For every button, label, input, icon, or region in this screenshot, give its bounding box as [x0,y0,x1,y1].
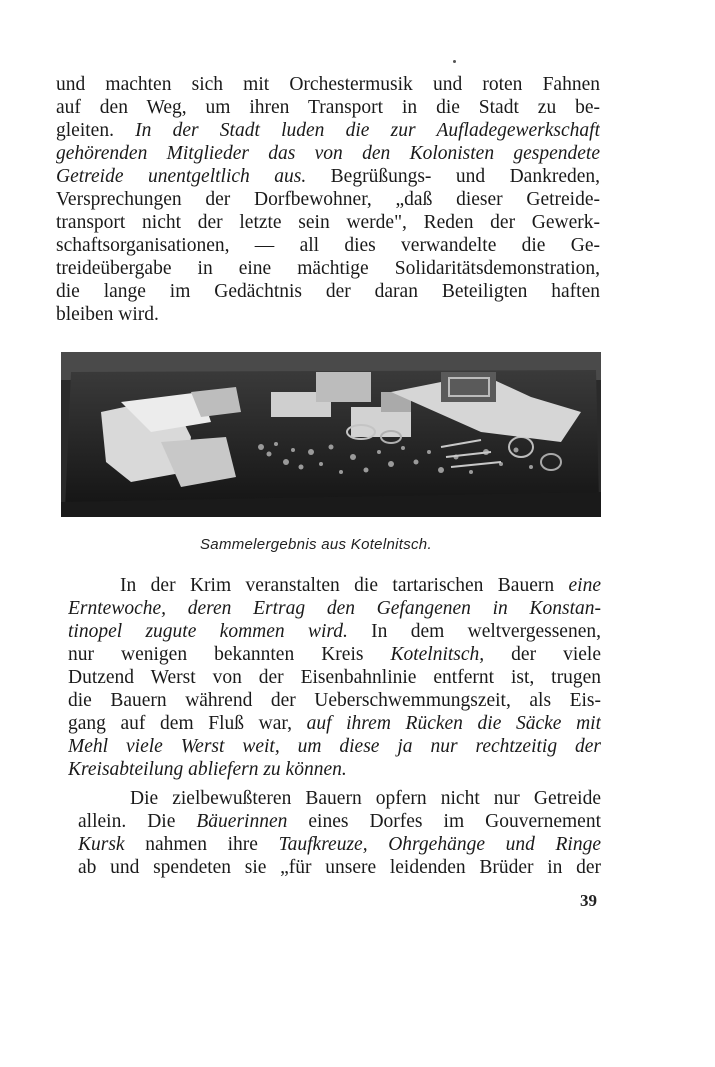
text-line [78,810,601,833]
emphasized-text: tinopel zugute kommen wird. [68,621,348,642]
emphasized-text: gehörenden Mitglieder das von den Kolonisten gespendete [56,143,600,164]
text-segment: und machten sich mit Orchestermusik und roten Fahnen [56,74,600,95]
text-segment: der viele [484,644,601,665]
text-line [56,211,600,234]
emphasized-text: eine [568,575,601,596]
emphasized-text: Kreisabteilung abliefern zu können. [68,759,347,780]
text-line [56,188,600,211]
paragraph-orchestra [56,73,600,326]
text-segment: gleiten. [56,120,136,141]
text-line [68,758,601,781]
text-segment: In der Krim veranstalten die tartarischen Bauern [120,575,569,596]
emphasized-text: auf ihrem Rücken die Säcke mit [306,713,601,734]
text-line [68,574,601,597]
text-line [68,643,601,666]
text-segment: Die zielbewußteren Bauern opfern nicht nur Getreide [130,788,601,809]
text-segment: ab und spendeten sie „für unsere leidenden Brüder in der [78,857,601,878]
text-segment: gang auf dem Fluß war, [68,713,307,734]
text-line [68,597,601,620]
photo-caption: Sammelergebnis aus Kotelnitsch. [200,536,432,553]
emphasized-text: Taufkreuze, Ohrgehänge und Ringe [278,834,601,855]
text-line [68,735,601,758]
text-line [68,689,601,712]
emphasized-text: Kursk [78,834,125,855]
text-segment: schaftsorganisationen, — all dies verwandelte die Ge- [56,235,600,256]
page-number: 39 [580,891,597,910]
text-line [56,303,600,326]
text-segment: In dem weltvergessenen, [347,621,601,642]
text-line [78,787,601,810]
text-line [68,620,601,643]
text-segment: Versprechungen der Dorfbewohner, „daß dieser Getreide- [56,189,600,210]
text-line [56,234,600,257]
text-segment: treideübergabe in eine mächtige Solidaritätsdemonstration, [56,258,600,279]
text-line [56,96,600,119]
text-line [56,73,600,96]
text-segment: Begrüßungs- und Dankreden, [306,166,600,187]
print-speck [453,60,456,63]
text-segment: eines Dorfes im Gouvernement [287,811,601,832]
text-segment: die Bauern während der Ueberschwemmungszeit, als Eis- [68,690,601,711]
text-line [68,712,601,735]
text-segment: die lange im Gedächtnis der daran Beteiligten haften [56,281,600,302]
text-line [56,142,600,165]
paragraph-crimea [68,574,601,781]
text-line [56,119,600,142]
text-line [78,856,601,879]
emphasized-text: Erntewoche, deren Ertrag den Gefangenen in Konstan- [68,598,601,619]
text-segment: Dutzend Werst von der Eisenbahnlinie entfernt ist, trugen [68,667,601,688]
photo-collection-result [61,352,601,517]
text-segment: bleiben wird. [56,304,159,325]
photo-image [61,352,601,517]
text-segment: allein. Die [78,811,197,832]
emphasized-text: In der Stadt luden die zur Aufladegewerkschaft [135,120,600,141]
text-segment: nahmen ihre [124,834,279,855]
text-line [56,257,600,280]
text-line [68,666,601,689]
text-segment: transport nicht der letzte sein werde", Reden der Gewerk- [56,212,600,233]
paragraph-kursk [78,787,601,879]
text-segment: auf den Weg, um ihren Transport in die Stadt zu be- [56,97,600,118]
text-line [56,280,600,303]
emphasized-text: Bäuerinnen [196,811,288,832]
emphasized-text: Getreide unentgeltlich aus. [56,166,307,187]
emphasized-text: Kotelnitsch, [390,644,485,665]
text-segment: nur wenigen bekannten Kreis [68,644,391,665]
emphasized-text: Mehl viele Werst weit, um diese ja nur rechtzeitig der [68,736,601,757]
text-line [78,833,601,856]
text-line [56,165,600,188]
